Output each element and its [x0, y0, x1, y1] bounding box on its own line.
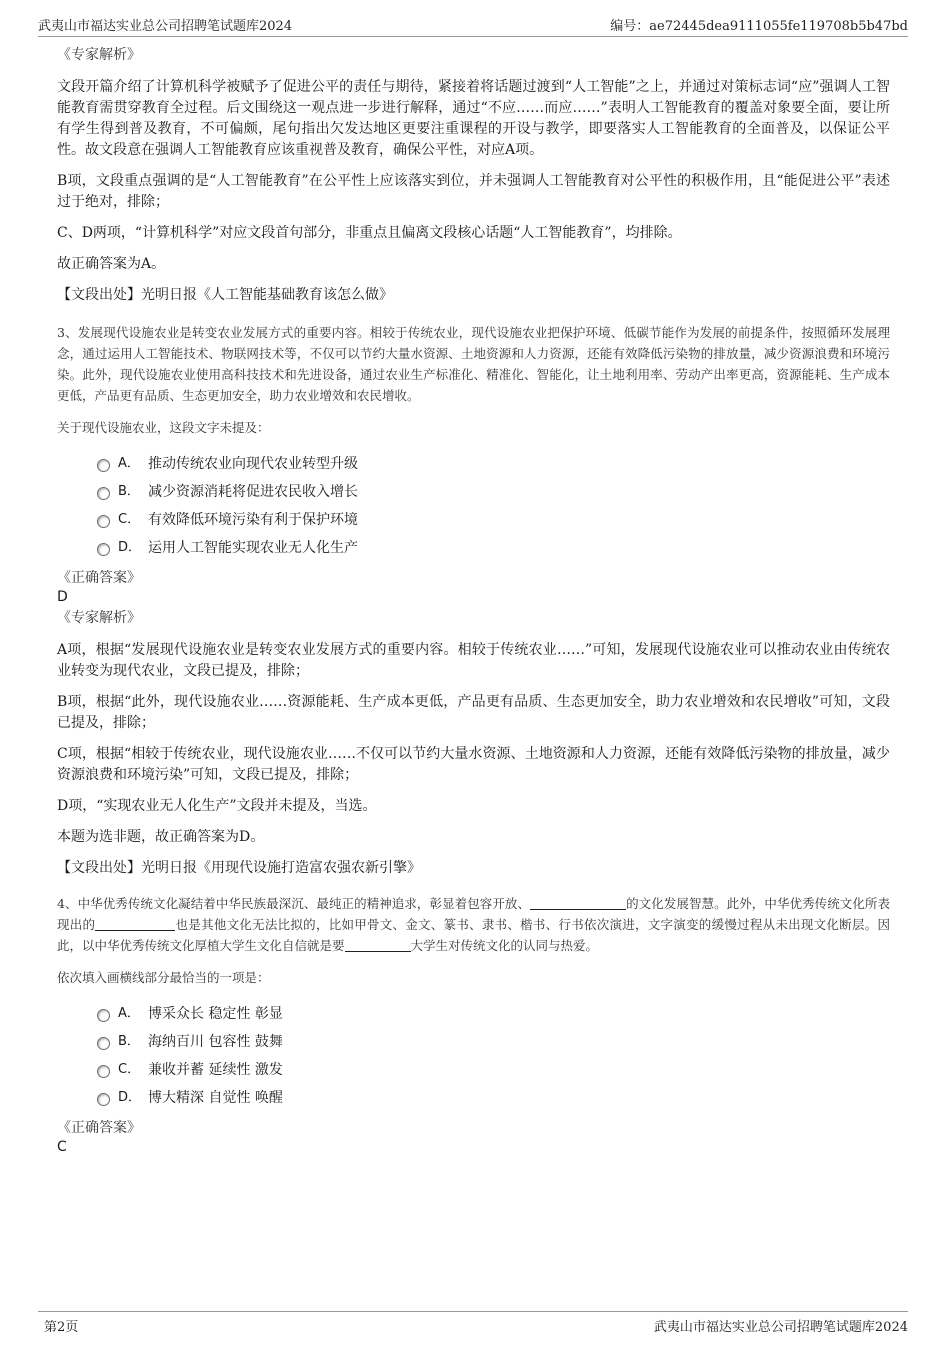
- analysis-paragraph: C项，根据“相较于传统农业，现代设施农业……不仅可以节约大量水资源、土地资源和人力资源，还能有效降低污染物的排放量，减少资源浪费和环境污染”可知，文段已提及，排除；: [57, 746, 890, 783]
- page-footer: [38, 1311, 908, 1336]
- question-4-options: [57, 1000, 890, 1112]
- analysis-paragraph: D项，“实现农业无人化生产”文段并未提及，当选。: [57, 798, 377, 814]
- radio-icon[interactable]: [97, 1037, 110, 1050]
- analysis-conclusion: 本题为选非题，故正确答案为D。: [57, 829, 265, 845]
- fill-blank: [530, 895, 626, 910]
- analysis-conclusion: 故正确答案为A。: [57, 256, 166, 272]
- correct-answer: C: [57, 1139, 67, 1155]
- option-d[interactable]: D． 运用人工智能实现农业无人化生产: [57, 534, 890, 562]
- question-4-prompt: 依次填入画横线部分最恰当的一项是：: [57, 970, 270, 985]
- option-b[interactable]: B． 海纳百川 包容性 鼓舞: [57, 1028, 890, 1056]
- document-code: 编号：ae72445dea9111055fe119708b5b47bd: [610, 19, 908, 34]
- correct-answer-label: 《正确答案》: [57, 1120, 141, 1136]
- analysis-paragraph: 文段开篇介绍了计算机科学被赋予了促进公平的责任与期待，紧接着将话题过渡到“人工智能”之上，并通过对策标志词“应”强调人工智能教育需贯穿教育全过程。后文围绕这一观点进一步进行解释，通过“不应……而应……”表明人工智能教育的覆盖对象要全面，要让所有学生得到普及教育，不可偏颇，尾句指出欠发达地区更要注重课程的开设与教学，即要落实人工智能教育的全面普及，以保证公平性。故文段意在强调人工智能教育应该重视普及教育，确保公平性，对应A项。: [57, 79, 890, 158]
- option-a[interactable]: A． 博采众长 稳定性 彰显: [57, 1000, 890, 1028]
- option-c[interactable]: C． 有效降低环境污染有利于保护环境: [57, 506, 890, 534]
- page-header: [38, 14, 908, 37]
- radio-icon[interactable]: [97, 1065, 110, 1078]
- source-citation: 【文段出处】光明日报《用现代设施打造富农强农新引擎》: [57, 860, 421, 876]
- page-number: 第2页: [44, 1320, 79, 1335]
- question-3-options: [57, 450, 890, 562]
- correct-answer: D: [57, 589, 68, 605]
- page-content: [57, 45, 890, 1156]
- analysis-paragraph: A项，根据“发展现代设施农业是转变农业发展方式的重要内容。相较于传统农业……”可知，发展现代设施农业可以推动农业由传统农业转变为现代农业，文段已提及，排除；: [57, 642, 890, 679]
- analysis-paragraph: C、D两项，“计算机科学”对应文段首句部分，非重点且偏离文段核心话题“人工智能教育”，均排除。: [57, 225, 682, 241]
- question-3-stem: 3、发展现代设施农业是转变农业发展方式的重要内容。相较于传统农业，现代设施农业把保护环境、低碳节能作为发展的前提条件，按照循环发展理念，通过运用人工智能技术、物联网技术等，不仅可以节约大量水资源、土地资源和人力资源，还能有效降低污染物的排放量，减少资源浪费和环境污染。此外，现代设施农业使用高科技技术和先进设备，通过农业生产标准化、精准化、智能化，让土地利用率、劳动产出率更高，资源能耗、生产成本更低，产品更有品质、生态更加安全，助力农业增效和农民增收。: [57, 325, 890, 403]
- analysis-label: 《专家解析》: [57, 610, 141, 626]
- header-title: 武夷山市福达实业总公司招聘笔试题库2024: [38, 19, 293, 34]
- option-c[interactable]: C． 兼收并蓄 延续性 激发: [57, 1056, 890, 1084]
- footer-title: 武夷山市福达实业总公司招聘笔试题库2024: [653, 1320, 908, 1335]
- radio-icon[interactable]: [97, 1009, 110, 1022]
- correct-answer-label: 《正确答案》: [57, 570, 141, 586]
- radio-icon[interactable]: [97, 543, 110, 556]
- analysis-label: 《专家解析》: [57, 47, 141, 63]
- analysis-paragraph: B项，文段重点强调的是“人工智能教育”在公平性上应该落实到位，并未强调人工智能教育对公平性的积极作用，且“能促进公平”表述过于绝对，排除；: [57, 173, 890, 210]
- option-d[interactable]: D． 博大精深 自觉性 唤醒: [57, 1084, 890, 1112]
- source-citation: 【文段出处】光明日报《人工智能基础教育该怎么做》: [57, 287, 393, 303]
- radio-icon[interactable]: [97, 487, 110, 500]
- question-3-prompt: 关于现代设施农业，这段文字未提及：: [57, 420, 270, 435]
- option-a[interactable]: A． 推动传统农业向现代农业转型升级: [57, 450, 890, 478]
- option-b[interactable]: B． 减少资源消耗将促进农民收入增长: [57, 478, 890, 506]
- radio-icon[interactable]: [97, 515, 110, 528]
- fill-blank: [345, 937, 411, 952]
- analysis-paragraph: B项，根据“此外，现代设施农业……资源能耗、生产成本更低，产品更有品质、生态更加安全，助力农业增效和农民增收”可知，文段已提及，排除；: [57, 694, 890, 731]
- fill-blank: [95, 916, 175, 931]
- radio-icon[interactable]: [97, 459, 110, 472]
- question-4-stem: 4、中华优秀传统文化凝结着中华民族最深沉、最纯正的精神追求，彰显着包容开放、 的文化发展智慧。此外，中华优秀传统文化所表现出的 也是其他文化无法比拟的，比如甲骨文、金文、篆书、隶书、楷书、行书依次演进，文字演变的缓慢过程从未出现文化断层。因此，以中华优秀传统文化厚植大学生文化自信就是要 大学生对传统文化的认同与热爱。: [57, 896, 890, 953]
- radio-icon[interactable]: [97, 1093, 110, 1106]
